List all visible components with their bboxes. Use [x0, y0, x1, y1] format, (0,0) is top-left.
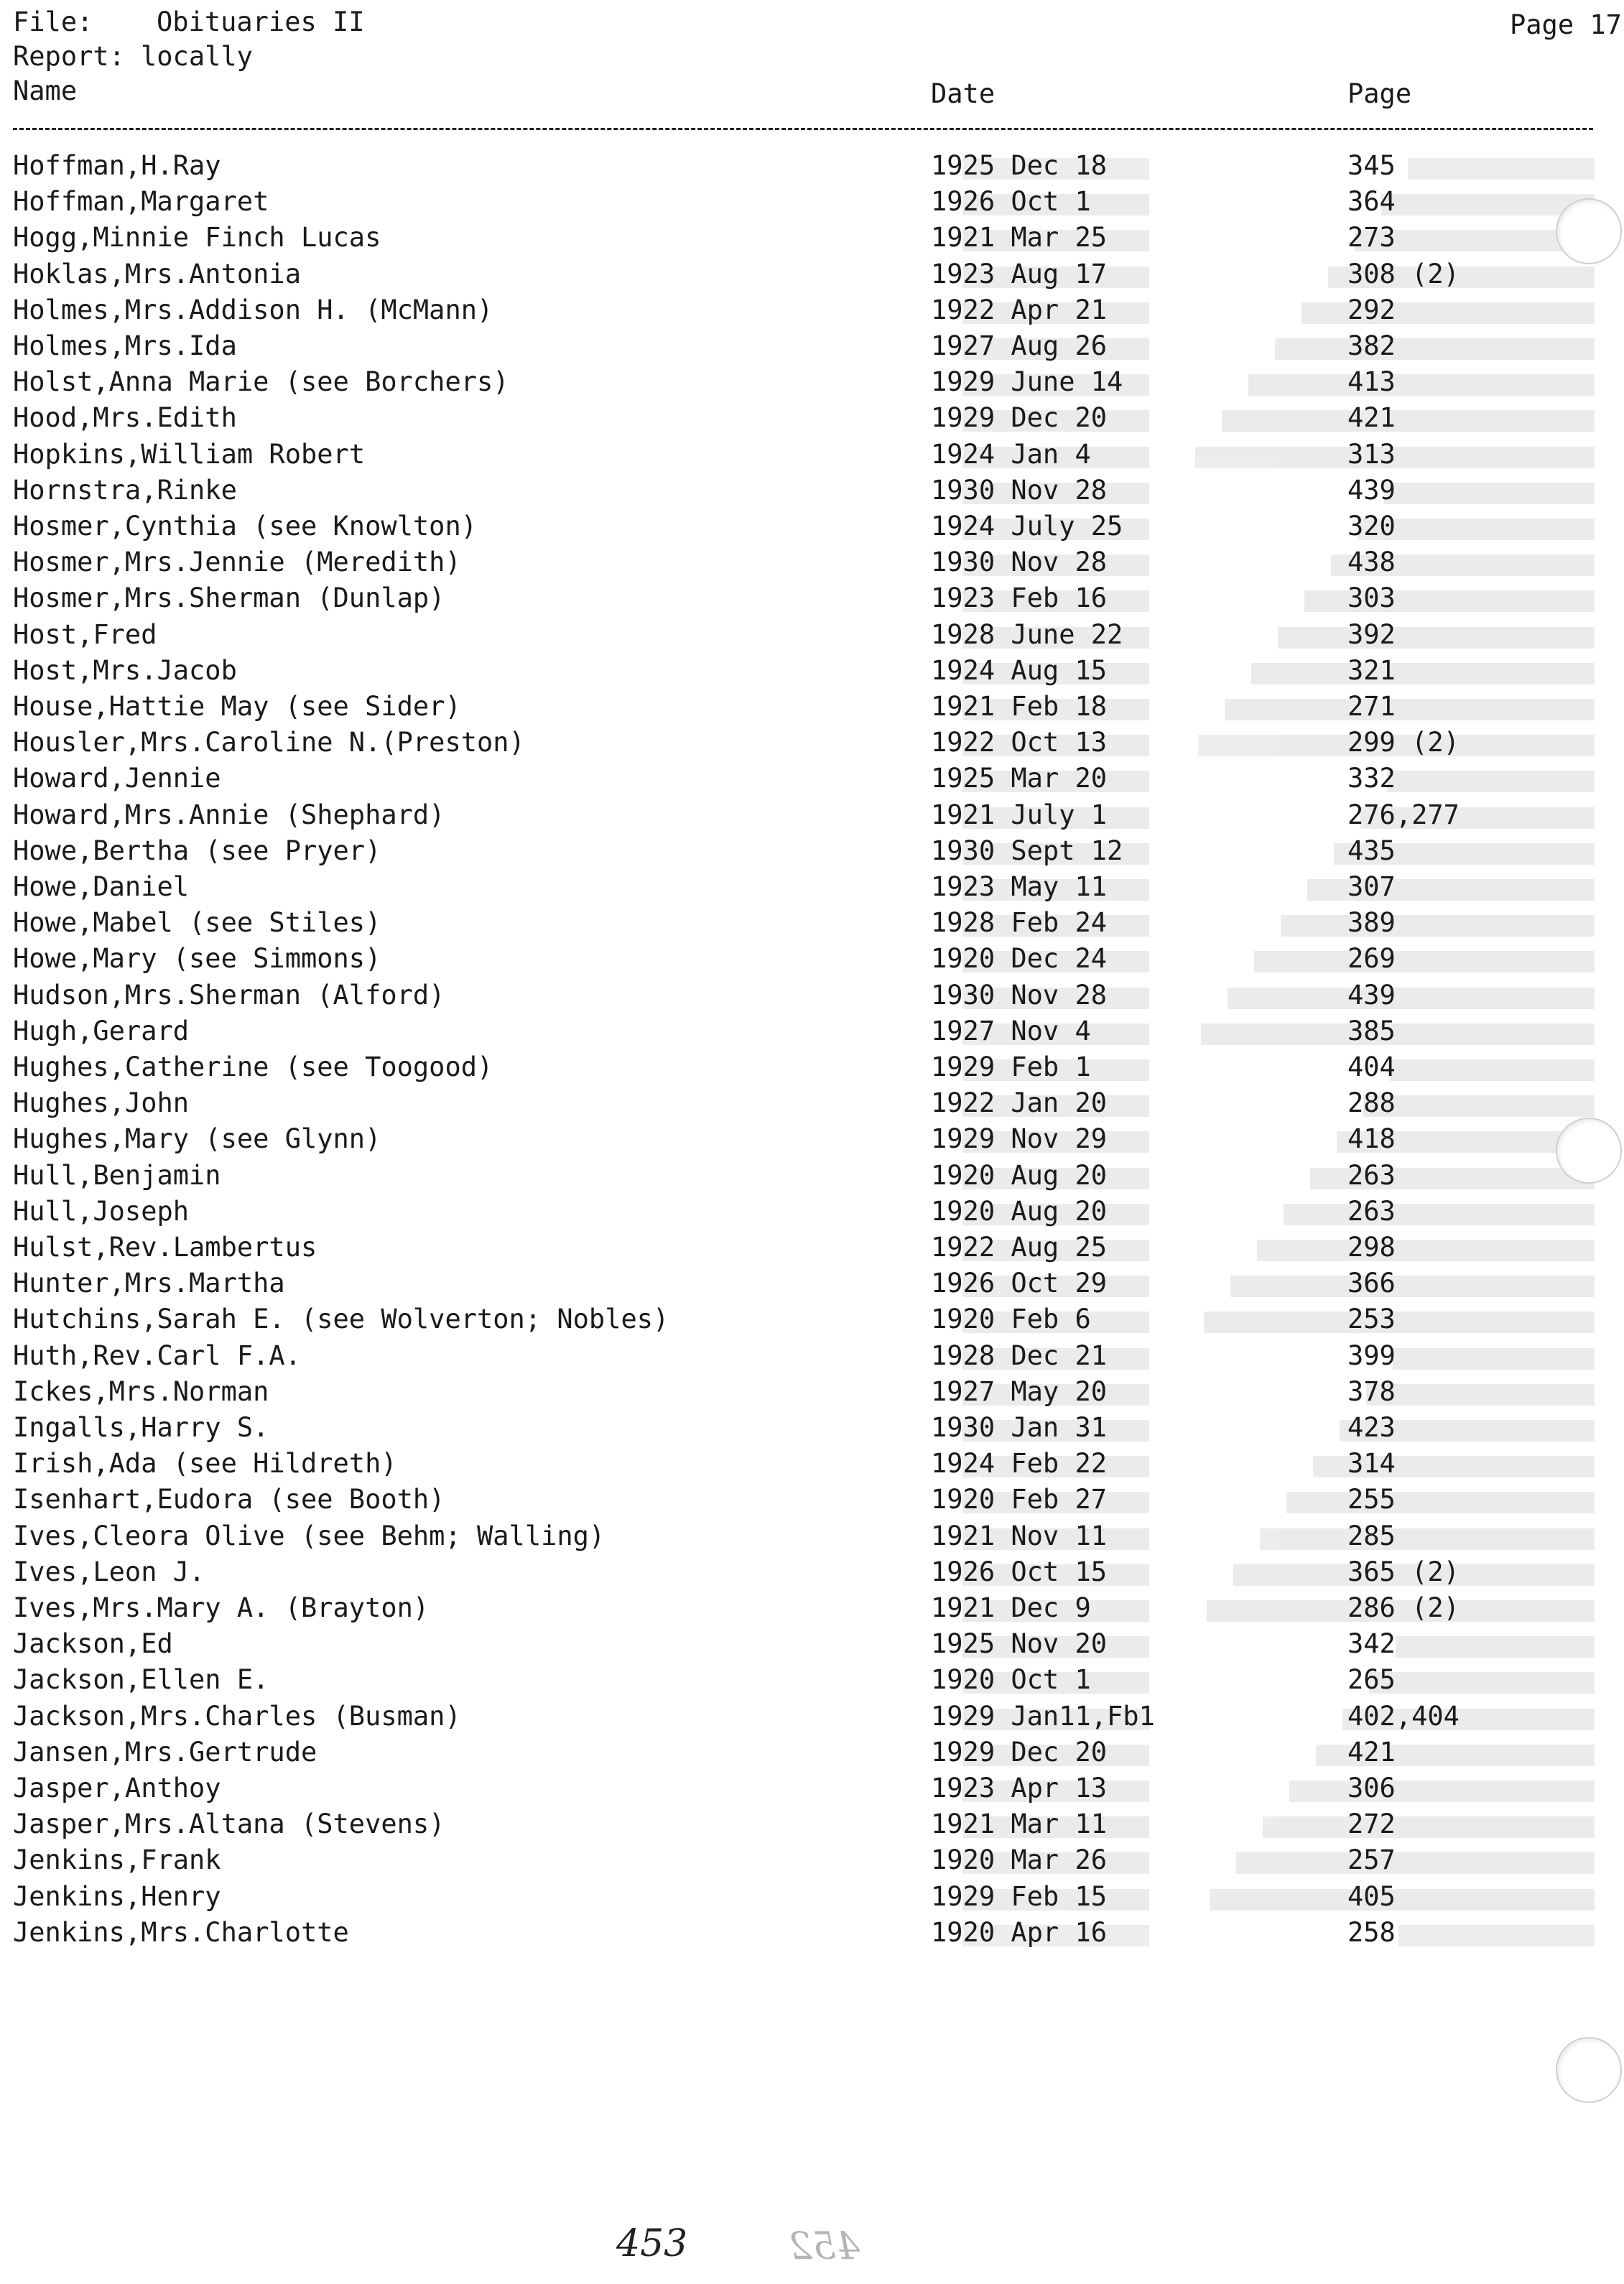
obituary-name: Jenkins,Mrs.Charlotte — [13, 1917, 349, 1948]
obituary-page: 272 — [1347, 1809, 1396, 1839]
obituary-date: 1921 Mar 25 — [931, 222, 1108, 253]
obituary-page: 421 — [1347, 1737, 1396, 1768]
table-row — [0, 1556, 1624, 1594]
report-value: locally — [141, 41, 253, 72]
table-row — [0, 1162, 1624, 1198]
obituary-date: 1922 Oct 13 — [931, 727, 1108, 758]
obituary-page: 255 — [1347, 1484, 1396, 1515]
obituary-date: 1925 Nov 20 — [931, 1628, 1108, 1659]
obituary-date: 1920 Dec 24 — [931, 943, 1108, 974]
table-row — [0, 1811, 1624, 1847]
obituary-name: Jackson,Mrs.Charles (Busman) — [13, 1701, 461, 1732]
obituary-page: 392 — [1347, 619, 1396, 650]
table-row — [0, 1378, 1624, 1414]
obituary-page: 413 — [1347, 366, 1396, 397]
obituary-name: Jasper,Anthoy — [13, 1773, 221, 1803]
obituary-page: 418 — [1347, 1123, 1396, 1154]
obituary-name: Ives,Leon J. — [13, 1556, 205, 1587]
obituary-page: 364 — [1347, 186, 1396, 217]
table-row — [0, 1306, 1624, 1342]
obituary-page: 292 — [1347, 294, 1396, 325]
table-row — [0, 294, 1624, 333]
obituary-page: 405 — [1347, 1881, 1396, 1912]
obituary-page: 307 — [1347, 871, 1396, 902]
obituary-name: Howe,Daniel — [13, 871, 190, 902]
obituary-name: Hugh,Gerard — [13, 1016, 190, 1046]
obituary-page: 303 — [1347, 582, 1396, 613]
obituary-date: 1921 Nov 11 — [931, 1521, 1108, 1551]
obituary-page: 288 — [1347, 1087, 1396, 1118]
table-row — [0, 657, 1624, 693]
obituary-name: Ingalls,Harry S. — [13, 1412, 269, 1443]
obituary-name: Hull,Joseph — [13, 1196, 190, 1227]
table-row — [0, 152, 1624, 188]
obituary-date: 1921 Dec 9 — [931, 1592, 1091, 1623]
obituary-date: 1930 Sept 12 — [931, 835, 1123, 866]
obituary-name: Hutchins,Sarah E. (see Wolverton; Nobles) — [13, 1304, 669, 1334]
obituary-name: Host,Mrs.Jacob — [13, 655, 237, 686]
obituary-date: 1929 Nov 29 — [931, 1123, 1108, 1154]
obituary-name: Holmes,Mrs.Addison H. (McMann) — [13, 294, 493, 325]
obituary-page: 320 — [1347, 511, 1396, 542]
obituary-name: Howard,Jennie — [13, 763, 221, 794]
obituary-page: 439 — [1347, 980, 1396, 1011]
obituary-name: Jasper,Mrs.Altana (Stevens) — [13, 1809, 445, 1839]
obituary-page: 263 — [1347, 1196, 1396, 1227]
obituary-name: Howard,Mrs.Annie (Shephard) — [13, 799, 445, 830]
obituary-name: Hosmer,Mrs.Jennie (Meredith) — [13, 547, 461, 577]
table-row — [0, 1234, 1624, 1270]
obituary-page: 423 — [1347, 1412, 1396, 1443]
obituary-name: Jackson,Ed — [13, 1628, 173, 1659]
obituary-page: 366 — [1347, 1268, 1396, 1299]
obituary-date: 1920 Feb 6 — [931, 1304, 1091, 1334]
table-row — [0, 441, 1624, 477]
obituary-page: 332 — [1347, 763, 1396, 794]
obituary-date: 1920 Oct 1 — [931, 1664, 1091, 1695]
obituary-date: 1930 Jan 31 — [931, 1412, 1108, 1443]
obituary-name: Hughes,Mary (see Glynn) — [13, 1123, 381, 1154]
obituary-name: Ives,Mrs.Mary A. (Brayton) — [13, 1592, 430, 1623]
obituary-name: Hughes,Catherine (see Toogood) — [13, 1052, 493, 1082]
obituary-date: 1921 Mar 11 — [931, 1809, 1108, 1839]
punch-hole-middle — [1556, 1118, 1622, 1184]
obituary-date: 1925 Dec 18 — [931, 150, 1108, 181]
obituary-date: 1930 Nov 28 — [931, 547, 1108, 577]
table-row — [0, 1087, 1624, 1125]
obituary-date: 1929 Jan11,Fb1 — [931, 1701, 1155, 1732]
table-row — [0, 799, 1624, 837]
file-label: File: — [13, 6, 93, 37]
obituary-page: 285 — [1347, 1521, 1396, 1551]
obituary-name: Jenkins,Frank — [13, 1844, 221, 1875]
table-row — [0, 1594, 1624, 1630]
obituary-page: 435 — [1347, 835, 1396, 866]
punch-hole-top — [1556, 198, 1622, 264]
table-row — [0, 909, 1624, 945]
obituary-date: 1920 Aug 20 — [931, 1160, 1108, 1191]
obituary-date: 1926 Oct 1 — [931, 186, 1091, 217]
obituary-name: Hoffman,H.Ray — [13, 150, 221, 181]
obituary-date: 1928 June 22 — [931, 619, 1123, 650]
obituary-page: 253 — [1347, 1304, 1396, 1334]
obituary-name: Hood,Mrs.Edith — [13, 402, 237, 433]
obituary-name: Hoklas,Mrs.Antonia — [13, 259, 301, 289]
obituary-date: 1922 Jan 20 — [931, 1087, 1108, 1118]
obituary-name: Ickes,Mrs.Norman — [13, 1376, 269, 1407]
table-row — [0, 1486, 1624, 1522]
table-row — [0, 1198, 1624, 1234]
obituary-date: 1928 Dec 21 — [931, 1340, 1108, 1371]
obituary-page: 389 — [1347, 907, 1396, 938]
obituary-name: Howe,Mary (see Simmons) — [13, 943, 381, 974]
table-row — [0, 1342, 1624, 1378]
obituary-page: 421 — [1347, 402, 1396, 433]
obituary-page: 257 — [1347, 1844, 1396, 1875]
table-row — [0, 1883, 1624, 1919]
obituary-name: Hughes,John — [13, 1087, 190, 1118]
obituary-page: 313 — [1347, 439, 1396, 470]
table-row — [0, 621, 1624, 657]
obituary-name: Isenhart,Eudora (see Booth) — [13, 1484, 445, 1515]
obituary-name: Holmes,Mrs.Ida — [13, 330, 237, 361]
table-row — [0, 513, 1624, 549]
table-row — [0, 1844, 1624, 1883]
obituary-date: 1928 Feb 24 — [931, 907, 1108, 938]
obituary-date: 1927 Aug 26 — [931, 330, 1108, 361]
table-row — [0, 1414, 1624, 1450]
table-row — [0, 1125, 1624, 1161]
obituary-page: 306 — [1347, 1773, 1396, 1803]
table-row — [0, 729, 1624, 765]
obituary-name: Hosmer,Cynthia (see Knowlton) — [13, 511, 478, 542]
obituary-date: 1920 Mar 26 — [931, 1844, 1108, 1875]
obituary-page: 342 — [1347, 1628, 1396, 1659]
obituary-name: Hoffman,Margaret — [13, 186, 269, 217]
obituary-date: 1922 Aug 25 — [931, 1232, 1108, 1263]
table-row — [0, 1523, 1624, 1559]
obituary-page: 271 — [1347, 691, 1396, 722]
table-row — [0, 693, 1624, 729]
column-header-date: Date — [931, 78, 996, 109]
obituary-page: 263 — [1347, 1160, 1396, 1191]
obituary-page: 365 (2) — [1347, 1556, 1460, 1587]
header-divider — [13, 128, 1593, 130]
obituary-date: 1929 Feb 15 — [931, 1881, 1108, 1912]
page-number: Page 17 — [1510, 9, 1622, 40]
table-row — [0, 549, 1624, 585]
obituary-page: 273 — [1347, 222, 1396, 253]
report-label: Report: — [13, 41, 125, 72]
obituary-date: 1924 Feb 22 — [931, 1448, 1108, 1479]
handwritten-ghost-number: 452 — [789, 2225, 860, 2268]
obituary-name: Howe,Bertha (see Pryer) — [13, 835, 381, 866]
obituary-page: 299 (2) — [1347, 727, 1460, 758]
obituary-name: Jackson,Ellen E. — [13, 1664, 269, 1695]
obituary-date: 1926 Oct 15 — [931, 1556, 1108, 1587]
obituary-date: 1930 Nov 28 — [931, 475, 1108, 506]
obituary-name: Housler,Mrs.Caroline N.(Preston) — [13, 727, 525, 758]
table-row — [0, 261, 1624, 297]
obituary-date: 1923 Apr 13 — [931, 1773, 1108, 1803]
obituary-page: 321 — [1347, 655, 1396, 686]
table-row — [0, 1703, 1624, 1739]
obituary-page: 382 — [1347, 330, 1396, 361]
obituary-page: 402,404 — [1347, 1701, 1460, 1732]
table-row — [0, 1270, 1624, 1306]
table-row — [0, 945, 1624, 981]
obituary-page: 258 — [1347, 1917, 1396, 1948]
obituary-page: 404 — [1347, 1052, 1396, 1082]
obituary-name: Hudson,Mrs.Sherman (Alford) — [13, 980, 445, 1011]
obituary-date: 1922 Apr 21 — [931, 294, 1108, 325]
obituary-page: 385 — [1347, 1016, 1396, 1046]
obituary-date: 1929 June 14 — [931, 366, 1123, 397]
obituary-date: 1920 Apr 16 — [931, 1917, 1108, 1948]
obituary-page: 399 — [1347, 1340, 1396, 1371]
obituary-date: 1929 Feb 1 — [931, 1052, 1091, 1082]
table-row — [0, 1775, 1624, 1811]
obituary-date: 1921 Feb 18 — [931, 691, 1108, 722]
handwritten-page-number: 453 — [616, 2222, 688, 2265]
obituary-page: 439 — [1347, 475, 1396, 506]
obituary-date: 1924 Aug 15 — [931, 655, 1108, 686]
column-header-page: Page — [1347, 78, 1412, 109]
obituary-name: House,Hattie May (see Sider) — [13, 691, 461, 722]
table-row — [0, 982, 1624, 1018]
obituary-name: Host,Fred — [13, 619, 157, 650]
obituary-name: Jenkins,Henry — [13, 1881, 221, 1912]
obituary-name: Hosmer,Mrs.Sherman (Dunlap) — [13, 582, 445, 613]
obituary-name: Hornstra,Rinke — [13, 475, 237, 506]
obituary-date: 1925 Mar 20 — [931, 763, 1108, 794]
obituary-name: Holst,Anna Marie (see Borchers) — [13, 366, 509, 397]
table-row — [0, 1630, 1624, 1666]
obituary-name: Ives,Cleora Olive (see Behm; Walling) — [13, 1521, 605, 1551]
obituary-page: 265 — [1347, 1664, 1396, 1695]
obituary-date: 1926 Oct 29 — [931, 1268, 1108, 1299]
table-row — [0, 330, 1624, 368]
obituary-page: 438 — [1347, 547, 1396, 577]
obituary-name: Hopkins,William Robert — [13, 439, 366, 470]
table-row — [0, 1739, 1624, 1775]
table-row — [0, 224, 1624, 260]
obituary-page: 378 — [1347, 1376, 1396, 1407]
obituary-date: 1930 Nov 28 — [931, 980, 1108, 1011]
table-row — [0, 582, 1624, 621]
table-row — [0, 837, 1624, 873]
obituary-page: 298 — [1347, 1232, 1396, 1263]
obituary-name: Hunter,Mrs.Martha — [13, 1268, 285, 1299]
table-row — [0, 873, 1624, 909]
obituary-page: 269 — [1347, 943, 1396, 974]
table-row — [0, 188, 1624, 224]
obituary-page: 345 — [1347, 150, 1396, 181]
table-row — [0, 404, 1624, 440]
table-row — [0, 1054, 1624, 1090]
file-value: Obituaries II — [157, 6, 365, 37]
obituary-date: 1920 Feb 27 — [931, 1484, 1108, 1515]
obituary-page: 308 (2) — [1347, 259, 1460, 289]
obituary-date: 1920 Aug 20 — [931, 1196, 1108, 1227]
obituary-name: Hogg,Minnie Finch Lucas — [13, 222, 381, 253]
obituary-name: Hulst,Rev.Lambertus — [13, 1232, 317, 1263]
obituary-date: 1924 July 25 — [931, 511, 1123, 542]
obituary-date: 1927 May 20 — [931, 1376, 1108, 1407]
table-row — [0, 1919, 1624, 1955]
obituary-page: 276,277 — [1347, 799, 1460, 830]
obituary-date: 1923 Feb 16 — [931, 582, 1108, 613]
obituary-name: Howe,Mabel (see Stiles) — [13, 907, 381, 938]
obituary-date: 1923 Aug 17 — [931, 259, 1108, 289]
obituary-name: Jansen,Mrs.Gertrude — [13, 1737, 317, 1768]
punch-hole-bottom — [1556, 2037, 1622, 2103]
table-row — [0, 1450, 1624, 1486]
obituary-date: 1924 Jan 4 — [931, 439, 1091, 470]
obituary-date: 1927 Nov 4 — [931, 1016, 1091, 1046]
table-row — [0, 477, 1624, 513]
obituary-date: 1923 May 11 — [931, 871, 1108, 902]
obituary-name: Irish,Ada (see Hildreth) — [13, 1448, 397, 1479]
obituary-name: Hull,Benjamin — [13, 1160, 221, 1191]
table-row — [0, 1018, 1624, 1054]
obituary-name: Huth,Rev.Carl F.A. — [13, 1340, 301, 1371]
obituary-date: 1921 July 1 — [931, 799, 1108, 830]
table-row — [0, 368, 1624, 404]
obituary-page: 286 (2) — [1347, 1592, 1460, 1623]
table-row — [0, 1666, 1624, 1702]
column-header-name: Name — [13, 75, 78, 106]
obituary-date: 1929 Dec 20 — [931, 1737, 1108, 1768]
obituary-page: 314 — [1347, 1448, 1396, 1479]
obituary-date: 1929 Dec 20 — [931, 402, 1108, 433]
table-row — [0, 765, 1624, 801]
